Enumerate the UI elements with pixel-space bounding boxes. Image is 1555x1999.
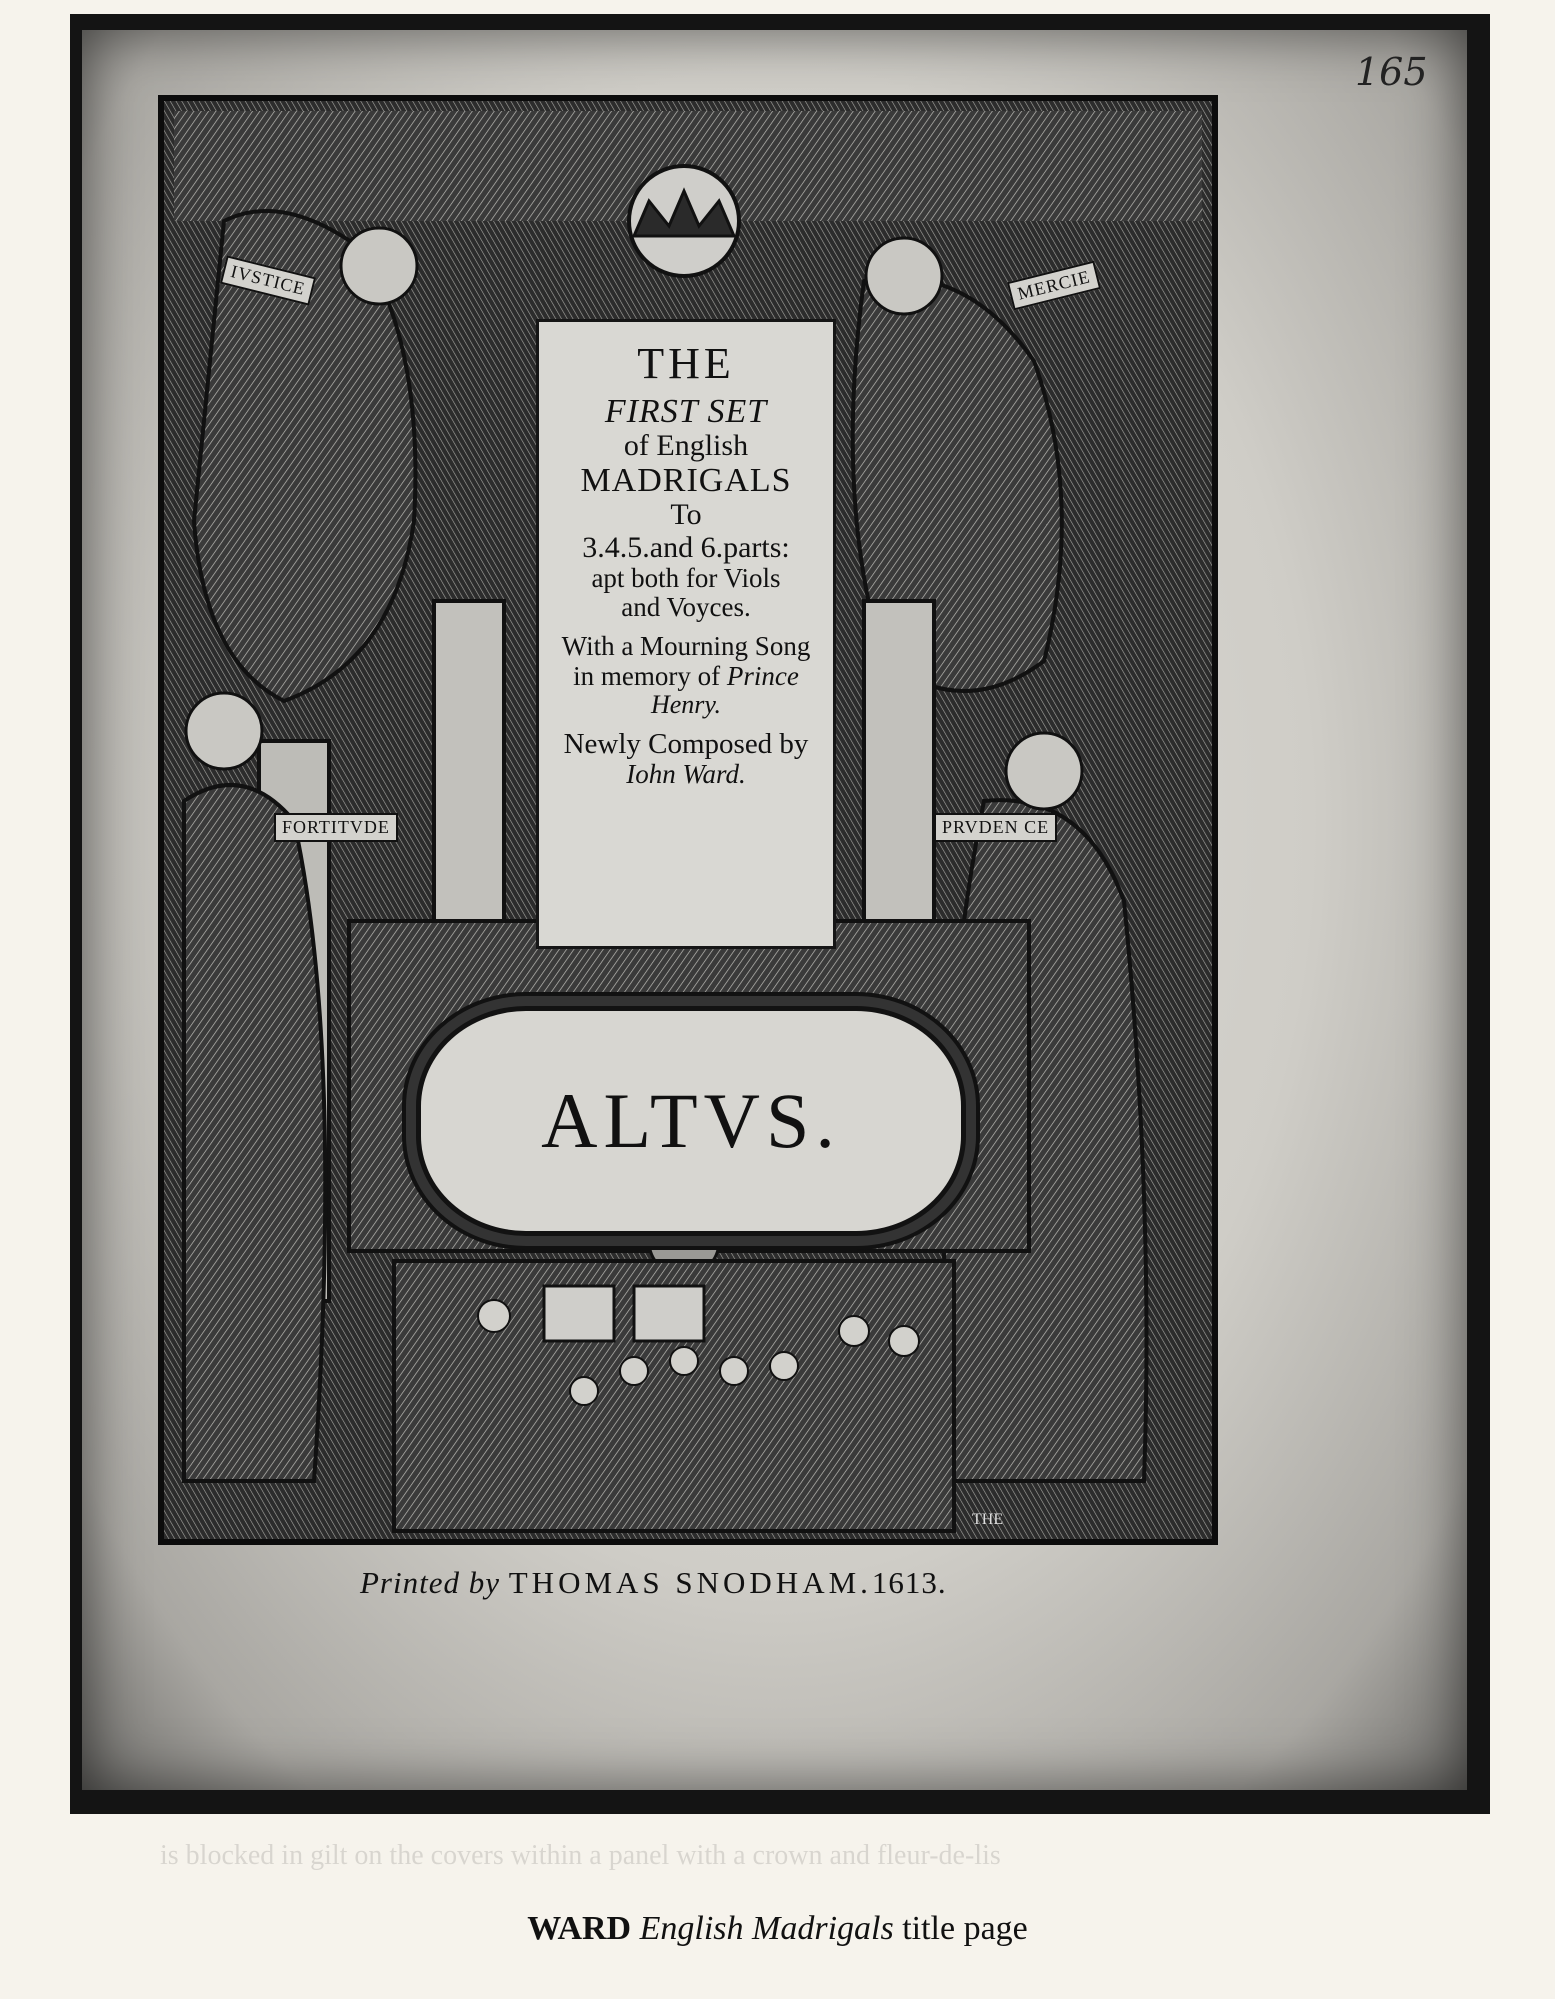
caption-title: English Madrigals <box>639 1910 894 1947</box>
title-line: 3.4.5.and 6.parts: <box>582 530 790 564</box>
caption-author: WARD <box>527 1910 632 1947</box>
title-line: To <box>670 498 702 532</box>
voice-part-label: ALTVS. <box>541 1077 841 1164</box>
title-line: of English <box>623 429 749 463</box>
voice-part-cartouche <box>416 1006 966 1236</box>
title-line: Iohn Ward. <box>626 759 746 790</box>
virtue-label-fortitude: FORTITVDE <box>274 813 398 842</box>
title-line: apt both for Viols <box>591 563 781 594</box>
imprint-year: 1613. <box>871 1565 947 1600</box>
title-line: Newly Composed by <box>563 727 809 760</box>
figure-caption <box>0 1910 1555 1948</box>
title-line: and Voyces. <box>621 592 751 623</box>
title-line: With a Mourning Song <box>561 631 811 662</box>
title-line: MADRIGALS <box>580 461 792 499</box>
caption-rest: title page <box>902 1910 1028 1947</box>
imprint-printed-by: Printed by <box>360 1565 500 1600</box>
imprint-printer: THOMAS SNODHAM. <box>508 1565 872 1600</box>
engraver-monogram: THE <box>972 1511 1004 1528</box>
virtue-label-justice: IVSTICE <box>220 255 316 305</box>
woodcut-frame <box>158 95 1218 1545</box>
title-line: FIRST SET <box>604 392 768 430</box>
title-line-part: Prince <box>726 660 799 691</box>
title-line <box>539 662 833 691</box>
title-line: THE <box>637 339 735 388</box>
page-number: 165 <box>1355 50 1428 94</box>
title-line-part: in memory of <box>573 660 727 691</box>
title-panel <box>536 319 836 949</box>
title-line: Henry. <box>650 689 722 719</box>
bleed-through-text: is blocked in gilt on the covers within a panel with a crown and fleur-de-lis <box>160 1840 1001 1871</box>
virtue-label-prudence: PRVDEN CE <box>934 813 1057 842</box>
imprint-line <box>360 1565 947 1601</box>
virtue-label-mercie: MERCIE <box>1007 261 1101 311</box>
